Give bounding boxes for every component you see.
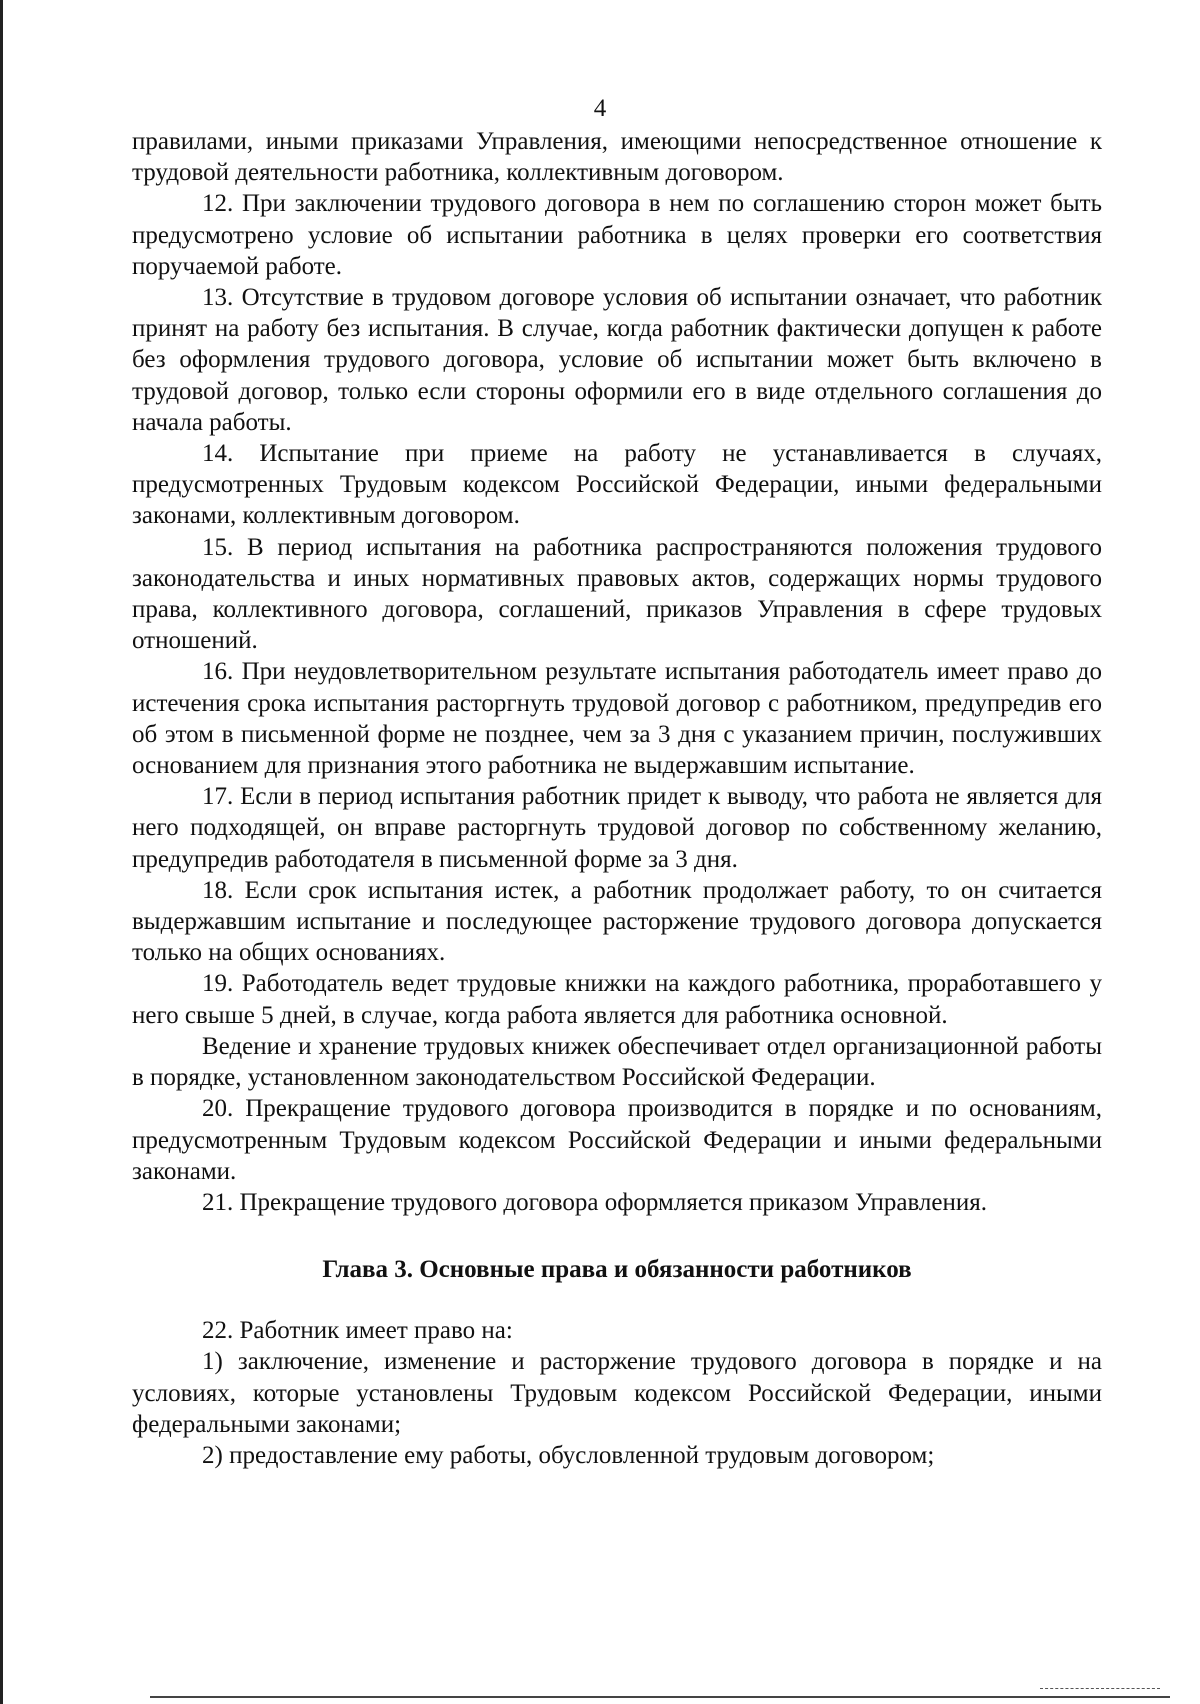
paragraph-12: 12. При заключении трудового договора в нем по соглашению сторон может быть предусмотрено условие об испытании работника в целях проверки его соответствия поручаемой работе.	[132, 190, 1102, 280]
paragraph-15: 15. В период испытания на работника распространяются положения трудового законодательства и иных нормативных правовых актов, содержащих нормы трудового права, коллективного договора, соглашений, приказов Управления в сфере трудовых отношений.	[132, 533, 1102, 655]
list-item-1: 1) заключение, изменение и расторжение трудового договора в порядке и на условиях, которые установлены Трудовым кодексом Российской Федерации, иными федеральными законами;	[132, 1348, 1102, 1438]
chapter-heading: Глава 3. Основные права и обязанности работников	[322, 1256, 912, 1284]
paragraph-13: 13. Отсутствие в трудовом договоре условия об испытании означает, что работник принят на работу без испытания. В случае, когда работник фактически допущен к работе без оформления трудового договора, условие об испытании может быть включено в трудовой договор, только если стороны оформили его в виде отдельного соглашения до начала работы.	[132, 284, 1102, 436]
paragraph-18: 18. Если срок испытания истек, а работник продолжает работу, то он считается выдержавшим испытание и последующее расторжение трудового договора допускается только на общих основаниях.	[132, 876, 1102, 967]
paragraph-19-continued: Ведение и хранение трудовых книжек обеспечивает отдел организационной работы в порядке, установленном законодательством Российской Федерации.	[132, 1032, 1102, 1092]
paragraph-14: 14. Испытание при приеме на работу не устанавливается в случаях, предусмотренных Трудовым кодексом Российской Федерации, иными федеральными законами, коллективным договором.	[132, 440, 1102, 530]
paragraph-20: 20. Прекращение трудового договора производится в порядке и по основаниям, предусмотренным Трудовым кодексом Российской Федерации и иными федеральными законами.	[132, 1095, 1102, 1185]
scan-edge-left	[0, 0, 3, 1704]
document-body	[132, 126, 1102, 1471]
scan-edge-bottom	[150, 1696, 1170, 1698]
paragraph-continuation: правилами, иными приказами Управления, имеющими непосредственное отношение к трудовой деятельности работника, коллективным договором.	[132, 128, 1102, 187]
paragraph-19: 19. Работодатель ведет трудовые книжки на каждого работника, проработавшего у него свыше 5 дней, в случае, когда работа является для работника основной.	[132, 970, 1102, 1029]
paragraph-16: 16. При неудовлетворительном результате испытания работодатель имеет право до истечения срока испытания расторгнуть трудовой договор с работником, предупредив его об этом в письменной форме не позднее, чем за 3 дня с указанием причин, послуживших основанием для признания этого работника не выдержавшим испытание.	[132, 658, 1102, 780]
scan-mark	[1040, 1688, 1160, 1690]
paragraph-17: 17. Если в период испытания работник придет к выводу, что работа не является для него подходящей, он вправе расторгнуть трудовой договор по собственному желанию, предупредив работодателя в письменной форме за 3 дня.	[132, 783, 1102, 873]
paragraph-22: 22. Работник имеет право на:	[202, 1317, 513, 1345]
paragraph-21: 21. Прекращение трудового договора оформляется приказом Управления.	[202, 1188, 987, 1216]
page-number: 4	[593, 95, 607, 122]
list-item-2: 2) предоставление ему работы, обусловленной трудовым договором;	[202, 1441, 935, 1469]
